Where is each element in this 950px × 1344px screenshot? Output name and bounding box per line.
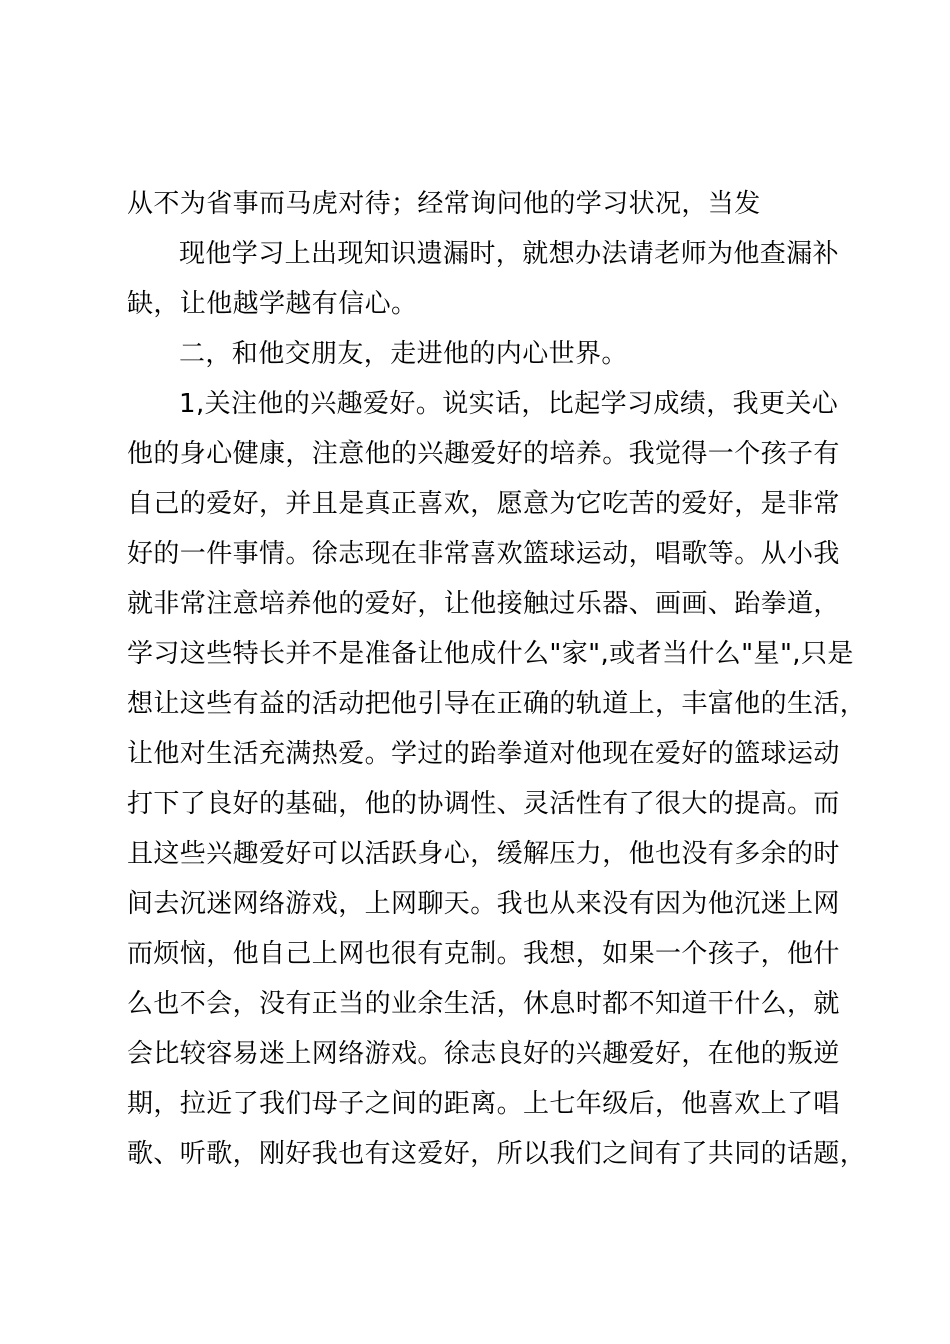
text-line-2: 现他学习上出现知识遗漏时，就想办法请老师为他查漏补 <box>179 239 840 269</box>
text-line-15: 间去沉迷网络游戏，上网聊天。我也从来没有因为他沉迷上网 <box>127 889 840 919</box>
text-line-17: 么也不会，没有正当的业余生活，休息时都不知道干什么，就 <box>127 989 840 1019</box>
text-line-12: 让他对生活充满热爱。学过的跆拳道对他现在爱好的篮球运动 <box>127 739 840 769</box>
text-line-3: 缺，让他越学越有信心。 <box>127 289 418 319</box>
section-heading: 二，和他交朋友，走进他的内心世界。 <box>179 339 628 369</box>
text-line-1: 从不为省事而马虎对待；经常询问他的学习状况，当发 <box>127 189 761 219</box>
text-line-19: 期，拉近了我们母子之间的距离。上七年级后，他喜欢上了唱 <box>127 1089 840 1119</box>
text-line-7: 自己的爱好，并且是真正喜欢，愿意为它吃苦的爱好，是非常 <box>127 489 840 519</box>
text-line-6: 他的身心健康，注意他的兴趣爱好的培养。我觉得一个孩子有 <box>127 439 840 469</box>
text-line-9: 就非常注意培养他的爱好，让他接触过乐器、画画、跆拳道， <box>127 589 840 619</box>
text-line-14: 且这些兴趣爱好可以活跃身心，缓解压力，他也没有多余的时 <box>127 839 840 869</box>
text-line-13: 打下了良好的基础，他的协调性、灵活性有了很大的提高。而 <box>127 789 840 819</box>
text-line-20: 歌、听歌，刚好我也有这爱好，所以我们之间有了共同的话题， <box>127 1139 867 1169</box>
text-line-10: 学习这些特长并不是准备让他成什么"家",或者当什么"星",只是 <box>127 639 854 669</box>
text-line-11: 想让这些有益的活动把他引导在正确的轨道上，丰富他的生活， <box>127 689 867 719</box>
text-line-8: 好的一件事情。徐志现在非常喜欢篮球运动，唱歌等。从小我 <box>127 539 840 569</box>
text-line-16: 而烦恼，他自己上网也很有克制。我想，如果一个孩子，他什 <box>127 939 840 969</box>
text-line-18: 会比较容易迷上网络游戏。徐志良好的兴趣爱好，在他的叛逆 <box>127 1039 840 1069</box>
text-line-5: 1,关注他的兴趣爱好。说实话，比起学习成绩，我更关心 <box>179 389 839 419</box>
